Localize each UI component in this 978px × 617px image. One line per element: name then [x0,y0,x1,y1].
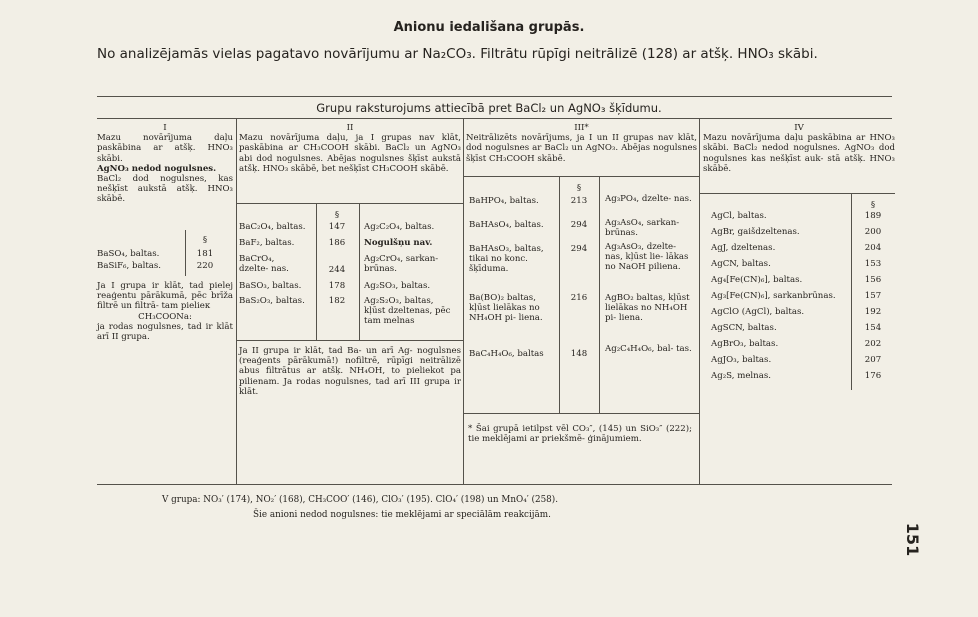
group-4-row-num: 157 [864,291,882,301]
group-header: Grupu raksturojums attiecībā pret BaCl₂ un AgNO₃ šķīdumu. [316,101,662,115]
group-3-row-a: Ba(BO)₂ baltas, kļūst lielākas no NH₄OH pi- liena. [469,293,543,324]
column-group-2 [239,123,461,174]
group-2-sep-a [316,203,317,340]
group-4-row [711,259,895,269]
group-3-row-a: BaHPO₄, baltas. [469,196,539,206]
group-2-row-b: Nogulšņu nav. [364,238,433,248]
group-2-row-a: BaC₂O₄, baltas. [239,222,306,232]
group-1-note-formula: CH₃COONa: [138,311,192,322]
group-4-row-name: AgCN, baltas. [711,259,771,269]
group-4-row-name: AgJO₃, baltas. [711,355,772,365]
group-2-description: Mazu novārījuma daļu, ja I grupas nav klāt, paskābina ar CH₃COOH skābi. BaCl₂ un AgNO₃ abi dod nogulsnes. Abējas nogulsnes šķīst aukstā atšķ. HNO₃ skābē, bet nešķīst CH₃COOH skābē. [239,133,461,174]
group-4-row [711,355,895,365]
group-4-row [711,371,895,381]
group-4-row-num: 189 [864,211,882,221]
group-3-heading: III* [574,123,589,133]
group-2-row-num: 178 [328,281,346,291]
group-4-row-name: Ag₄[Fe(CN)₆], baltas. [711,275,803,285]
group-1-note [97,281,233,342]
footer-group-5: V grupa: NO₃′ (174), NO₂′ (168), CH₃COO′ (146), ClO₃′ (195). ClO₄′ (198) un MnO₄′ (258). [162,495,558,505]
group-2-row-a: BaCrO₄, dzelte- nas. [239,254,289,275]
group-3-row-a: BaHAsO₄, baltas. [469,220,544,230]
group-4-row-num: 207 [864,355,882,365]
group-1-description: Mazu novārījuma daļu paskābina ar atšķ. HNO₃ skābi. [97,133,233,164]
group-4-row-num: 156 [864,275,882,285]
group-4-row-name: AgJ, dzeltenas. [711,243,776,253]
group-3-row-num: 213 [570,196,588,206]
group-3-row-b: AgBO₂ baltas, kļūst lielākas no NH₄OH pi- liena. [605,293,690,324]
divider-header [97,118,892,119]
group-1-sect: § [202,235,208,245]
group-4-row-name: Ag₃[Fe(CN)₆], sarkanbrūnas. [711,291,836,301]
group-3-row-b: Ag₃AsO₄, sarkan- brūnas. [605,218,680,239]
group-3-row-num: 216 [570,293,588,303]
group-2-row-b: Ag₂S₂O₃, baltas, kļūst dzeltenas, pēc tam melnas [364,296,451,327]
group-4-row-name: AgClO (AgCl), baltas. [711,307,805,317]
group-1-row-name: BaSO₄, baltas. [97,249,160,259]
group-1-note-end: ja rodas nogulsnes, tad ir klāt arī II grupa. [97,321,233,343]
group-2-row-a: BaSO₃, baltas. [239,281,302,291]
group-4-row [711,243,895,253]
group-2-row-a: BaF₂, baltas. [239,238,295,248]
group-4-row-name: AgBrO₃, baltas. [711,339,779,349]
group-3-footnote: * Šai grupā ietilpst vēl CO₃″, (145) un SiO₃″ (222); tie meklējami ar priekšmē- ģinājumiem. [468,424,692,445]
group-4-row-name: AgCl, baltas. [711,211,767,221]
group-4-row-num: 204 [864,243,882,253]
column-group-3 [466,123,697,164]
group-4-row [711,211,895,221]
group-3-row-b: Ag₂C₄H₄O₆, bal- tas. [605,344,692,354]
group-1-row [97,249,227,259]
group-4-row-num: 176 [864,371,882,381]
column-group-1 [97,123,233,205]
divider-bottom [97,484,892,485]
footer-note: Šie anioni nedod nogulsnes: tie meklējami ar speciālām reakcijām. [253,510,551,520]
group-1-heading: I [163,123,167,133]
divider-top [97,96,892,97]
group-3-row-b: Ag₃PO₄, dzelte- nas. [605,194,692,204]
group-3-row-num: 294 [570,244,588,254]
group-1-row-name: BaSiF₆, baltas. [97,261,162,271]
group-4-row-name: AgSCN, baltas. [711,323,777,333]
group-4-row-num: 154 [864,323,882,333]
column-group-4 [703,123,895,174]
group-2-sect: § [334,210,340,220]
group-2-note-divider [236,340,463,341]
page-title: Anionu iedališana grupās. [393,20,585,35]
group-4-row-name: Ag₂S, melnas. [711,371,771,381]
group-4-sect: § [870,200,876,210]
group-3-sect: § [576,183,582,193]
group-3-footnote-divider [463,413,699,414]
group-4-row-name: AgBr, gaišdzeltenas. [711,227,800,237]
group-4-description: Mazu novārījuma daļu paskābina ar HNO₃ skābi. BaCl₂ nedod nogulsnes. AgNO₃ dod nogulsnes kas nešķīst auk- stā atšķ. HNO₃ skābē. [703,133,895,174]
group-1-note-text: Ja I grupa ir klāt, tad pielej reaģentu pārākumā, pēc brīža filtrē un filtrā- tam pielieк [97,281,233,312]
group-3-description: Neitrālizēts novārījums, ja I un II grupas nav klāt, dod nogulsnes ar BaCl₂ un AgNO₃. Abējas nogulsnes šķīst CH₃COOH skābē. [466,133,697,164]
group-2-row-b: Ag₂SO₃, baltas. [364,281,431,291]
group-4-row-num: 200 [864,227,882,237]
page-number: 151 [903,522,923,557]
group-4-heading: IV [794,123,804,133]
group-4-table-divider [699,193,895,194]
group-3-row-b: Ag₃AsO₃, dzelte- nas, kļūst lie- lākas no NaOH piliena. [605,242,689,273]
group-2-note: Ja II grupa ir klāt, tad Ba- un arī Ag- nogulsnes (reaģents pārākumā!) nofiltrē, rūpīgi neitrālizē abus filtrātus ar atšķ. NH₄OH, to pieliekot pa pilienam. Ja rodas nogulsnes, tad arī III grupa ir klāt. [239,346,461,397]
group-3-row-num: 148 [570,349,588,359]
group-2-row-num: 244 [328,265,346,275]
group-2-row-num: 186 [328,238,346,248]
group-3-table [463,176,699,413]
group-2-row-num: 147 [328,222,346,232]
group-1-row-num: 181 [196,249,214,259]
group-2-row-a: BaS₂O₃, baltas. [239,296,305,306]
group-2-heading: II [346,123,354,133]
group-2-row-b: Ag₂C₂O₄, baltas. [364,222,435,232]
group-3-row-num: 294 [570,220,588,230]
group-3-sep-a [559,176,560,413]
group-3-row-a: BaC₄H₄O₆, baltas [469,349,544,359]
group-4-row-num: 153 [864,259,882,269]
intro-text: No analizējamās vielas pagatavo novārījumu ar Na₂CO₃. Filtrātu rūpīgi neitrālizē (128) ar atšķ. HNO₃ skābi. [97,46,818,62]
group-4-row-num: 192 [864,307,882,317]
group-2-table [236,203,463,340]
group-3-row-a: BaHAsO₃, baltas, tikai no konc. šķīduma. [469,244,544,275]
group-1-row-num: 220 [196,261,214,271]
group-4-row [711,291,895,301]
group-4-row-num: 202 [864,339,882,349]
group-4-row [711,339,895,349]
group-4-row [711,227,895,237]
group-1-agno3-text: AgNO₃ nedod nogulsnes. [97,163,217,174]
group-2-row-num: 182 [328,296,346,306]
group-2-row-b: Ag₂CrO₄, sarkan- brūnas. [364,254,439,275]
group-4-row [711,323,895,333]
group-1-row [97,261,227,271]
group-2-sep-b [359,203,360,340]
group-4-row [711,307,895,317]
group-3-sep-b [599,176,600,413]
col-separator-3 [699,118,700,484]
group-1-bacl2-text: BaCl₂ dod nogulsnes, kas nešķīst aukstā atšķ. HNO₃ skābē. [97,174,233,205]
group-4-row [711,275,895,285]
